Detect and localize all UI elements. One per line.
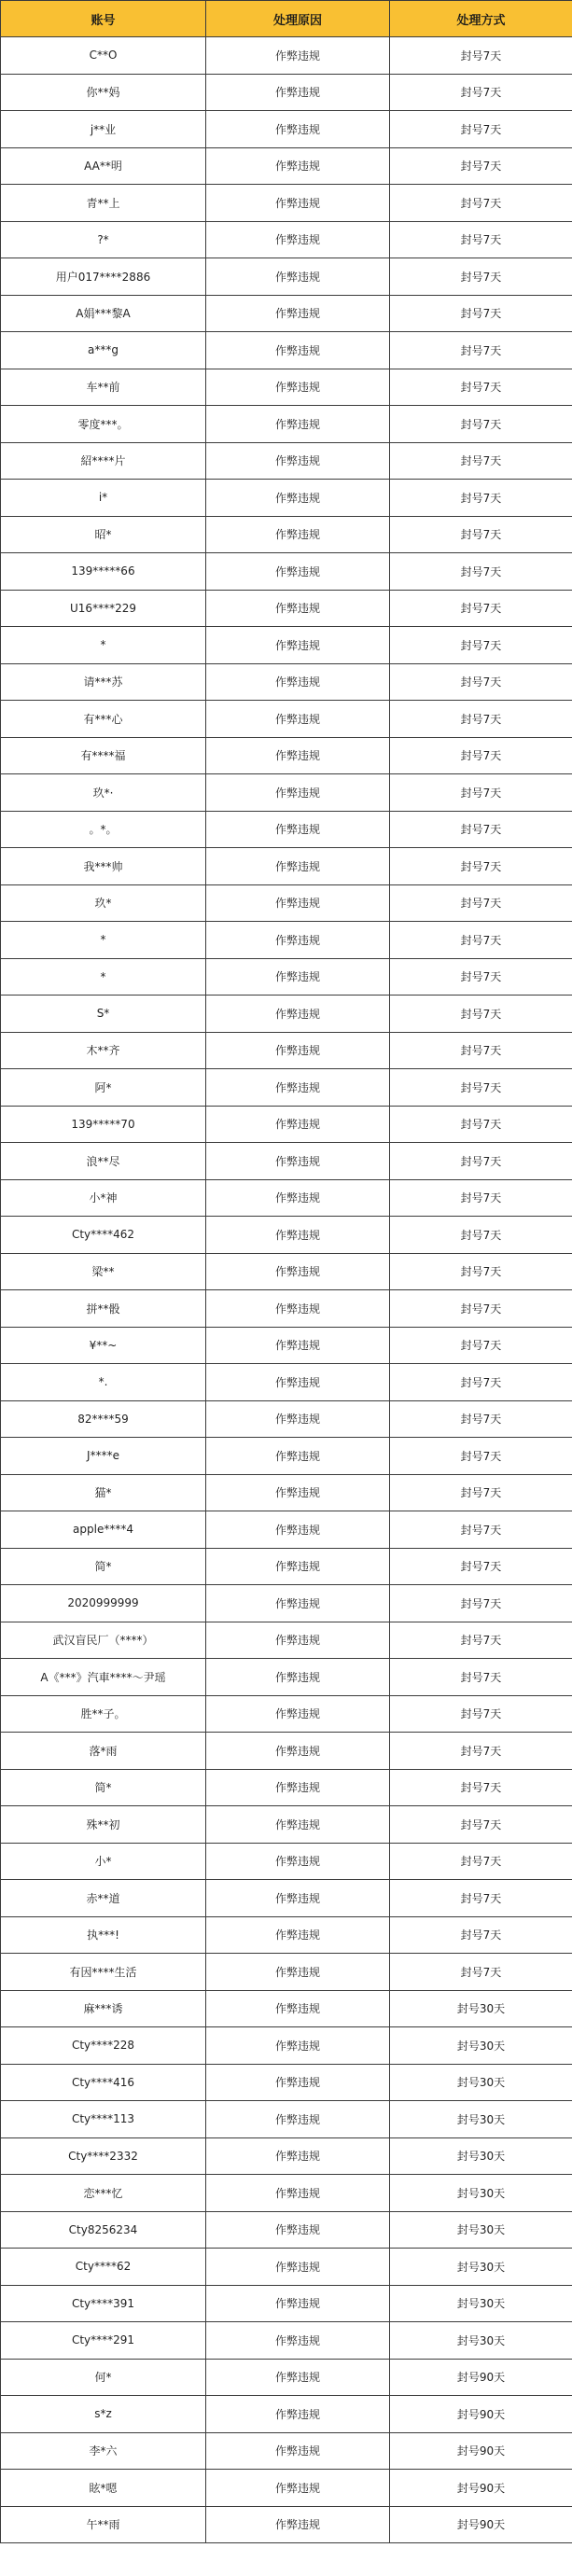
cell-account: Cty****291 bbox=[1, 2322, 206, 2360]
cell-account: Cty****416 bbox=[1, 2064, 206, 2101]
cell-reason: 作弊违规 bbox=[206, 2137, 390, 2175]
cell-action: 封号7天 bbox=[390, 1290, 572, 1328]
table-row bbox=[1, 1217, 572, 1254]
cell-action: 封号7天 bbox=[390, 848, 572, 885]
table-row bbox=[1, 295, 572, 332]
cell-account: 请***苏 bbox=[1, 663, 206, 701]
cell-action: 封号7天 bbox=[390, 627, 572, 664]
cell-reason: 作弊违规 bbox=[206, 1179, 390, 1217]
cell-action: 封号7天 bbox=[390, 147, 572, 185]
cell-action: 封号7天 bbox=[390, 1622, 572, 1659]
cell-account: 小* bbox=[1, 1843, 206, 1880]
cell-account: Cty****228 bbox=[1, 2027, 206, 2065]
cell-reason: 作弊违规 bbox=[206, 221, 390, 258]
cell-account: 李*六 bbox=[1, 2432, 206, 2470]
table-row bbox=[1, 884, 572, 922]
cell-reason: 作弊违规 bbox=[206, 1032, 390, 1069]
cell-action: 封号7天 bbox=[390, 1769, 572, 1806]
cell-reason: 作弊违规 bbox=[206, 1290, 390, 1328]
table-row bbox=[1, 1106, 572, 1143]
table-row bbox=[1, 1880, 572, 1917]
cell-account: 。*。 bbox=[1, 811, 206, 848]
cell-action: 封号7天 bbox=[390, 406, 572, 443]
cell-reason: 作弊违规 bbox=[206, 2322, 390, 2360]
cell-account: 何* bbox=[1, 2359, 206, 2396]
table-row bbox=[1, 442, 572, 480]
cell-reason: 作弊违规 bbox=[206, 774, 390, 812]
cell-action: 封号7天 bbox=[390, 1217, 572, 1254]
cell-account: 执***! bbox=[1, 1916, 206, 1954]
cell-account: 小*神 bbox=[1, 1179, 206, 1217]
cell-action: 封号7天 bbox=[390, 996, 572, 1033]
cell-reason: 作弊违规 bbox=[206, 1622, 390, 1659]
table-row bbox=[1, 958, 572, 996]
cell-account: s*z bbox=[1, 2396, 206, 2433]
cell-reason: 作弊违规 bbox=[206, 258, 390, 296]
cell-action: 封号30天 bbox=[390, 2211, 572, 2249]
cell-action: 封号7天 bbox=[390, 1438, 572, 1475]
cell-action: 封号7天 bbox=[390, 258, 572, 296]
cell-reason: 作弊违规 bbox=[206, 2249, 390, 2286]
table-row bbox=[1, 2396, 572, 2433]
cell-reason: 作弊违规 bbox=[206, 553, 390, 591]
cell-reason: 作弊违规 bbox=[206, 1843, 390, 1880]
cell-account: * bbox=[1, 958, 206, 996]
cell-account: C**O bbox=[1, 37, 206, 75]
table-row bbox=[1, 516, 572, 553]
cell-account: 木**齐 bbox=[1, 1032, 206, 1069]
header-action: 处理方式 bbox=[390, 1, 572, 37]
table-row bbox=[1, 2285, 572, 2322]
cell-reason: 作弊违规 bbox=[206, 1548, 390, 1585]
table-row bbox=[1, 1659, 572, 1696]
table-row bbox=[1, 406, 572, 443]
cell-account: 浪**尽 bbox=[1, 1143, 206, 1180]
cell-account: 落*雨 bbox=[1, 1733, 206, 1770]
cell-reason: 作弊违规 bbox=[206, 1585, 390, 1622]
header-account: 账号 bbox=[1, 1, 206, 37]
cell-action: 封号7天 bbox=[390, 1511, 572, 1549]
cell-account: Cty8256234 bbox=[1, 2211, 206, 2249]
table-row bbox=[1, 1548, 572, 1585]
table-row bbox=[1, 811, 572, 848]
cell-action: 封号7天 bbox=[390, 1806, 572, 1844]
table-row bbox=[1, 1733, 572, 1770]
cell-reason: 作弊违规 bbox=[206, 1695, 390, 1733]
cell-action: 封号7天 bbox=[390, 884, 572, 922]
cell-reason: 作弊违规 bbox=[206, 1143, 390, 1180]
cell-account: 阿* bbox=[1, 1069, 206, 1107]
cell-account: 胜**子。 bbox=[1, 1695, 206, 1733]
cell-action: 封号7天 bbox=[390, 1032, 572, 1069]
table-row bbox=[1, 1179, 572, 1217]
table-row bbox=[1, 2359, 572, 2396]
table-row bbox=[1, 1253, 572, 1290]
cell-action: 封号30天 bbox=[390, 1990, 572, 2027]
cell-account: 拼**骰 bbox=[1, 1290, 206, 1328]
cell-reason: 作弊违规 bbox=[206, 1253, 390, 1290]
cell-account: apple****4 bbox=[1, 1511, 206, 1549]
cell-action: 封号7天 bbox=[390, 1106, 572, 1143]
cell-reason: 作弊违规 bbox=[206, 848, 390, 885]
cell-action: 封号7天 bbox=[390, 1364, 572, 1401]
cell-account: 你**妈 bbox=[1, 74, 206, 111]
table-row bbox=[1, 2322, 572, 2360]
table-row bbox=[1, 1438, 572, 1475]
table-row bbox=[1, 74, 572, 111]
cell-account: Cty****462 bbox=[1, 1217, 206, 1254]
cell-reason: 作弊违规 bbox=[206, 1806, 390, 1844]
cell-reason: 作弊违规 bbox=[206, 1217, 390, 1254]
table-row bbox=[1, 185, 572, 222]
cell-action: 封号7天 bbox=[390, 516, 572, 553]
cell-action: 封号30天 bbox=[390, 2249, 572, 2286]
table-row bbox=[1, 1400, 572, 1438]
cell-action: 封号90天 bbox=[390, 2506, 572, 2543]
cell-reason: 作弊违规 bbox=[206, 2211, 390, 2249]
cell-action: 封号7天 bbox=[390, 1327, 572, 1364]
cell-account: 有***心 bbox=[1, 701, 206, 738]
cell-account: 玖*· bbox=[1, 774, 206, 812]
cell-action: 封号7天 bbox=[390, 480, 572, 517]
cell-account: Cty****62 bbox=[1, 2249, 206, 2286]
table-row bbox=[1, 1511, 572, 1549]
table-row bbox=[1, 1585, 572, 1622]
cell-account: 简* bbox=[1, 1769, 206, 1806]
cell-action: 封号7天 bbox=[390, 553, 572, 591]
table-row bbox=[1, 1069, 572, 1107]
table-row bbox=[1, 701, 572, 738]
table-row bbox=[1, 37, 572, 75]
cell-account: 用户017****2886 bbox=[1, 258, 206, 296]
table-row bbox=[1, 590, 572, 627]
table-row bbox=[1, 221, 572, 258]
table-row bbox=[1, 1143, 572, 1180]
cell-account: U16****229 bbox=[1, 590, 206, 627]
table-row bbox=[1, 774, 572, 812]
cell-reason: 作弊违规 bbox=[206, 2506, 390, 2543]
cell-account: Cty****2332 bbox=[1, 2137, 206, 2175]
table-row bbox=[1, 663, 572, 701]
cell-reason: 作弊违规 bbox=[206, 2285, 390, 2322]
cell-reason: 作弊违规 bbox=[206, 2064, 390, 2101]
cell-reason: 作弊违规 bbox=[206, 2396, 390, 2433]
cell-action: 封号30天 bbox=[390, 2064, 572, 2101]
cell-action: 封号7天 bbox=[390, 774, 572, 812]
cell-reason: 作弊违规 bbox=[206, 147, 390, 185]
cell-reason: 作弊违规 bbox=[206, 2470, 390, 2507]
cell-action: 封号30天 bbox=[390, 2027, 572, 2065]
cell-reason: 作弊违规 bbox=[206, 442, 390, 480]
table-row bbox=[1, 2211, 572, 2249]
table-row bbox=[1, 1990, 572, 2027]
cell-account: j**业 bbox=[1, 111, 206, 148]
table-row bbox=[1, 2064, 572, 2101]
table-row bbox=[1, 2101, 572, 2138]
table-row bbox=[1, 1032, 572, 1069]
cell-action: 封号7天 bbox=[390, 185, 572, 222]
cell-action: 封号7天 bbox=[390, 1733, 572, 1770]
cell-action: 封号30天 bbox=[390, 2322, 572, 2360]
cell-account: 有因****生活 bbox=[1, 1954, 206, 1991]
cell-action: 封号7天 bbox=[390, 1548, 572, 1585]
header-reason: 处理原因 bbox=[206, 1, 390, 37]
cell-reason: 作弊违规 bbox=[206, 701, 390, 738]
table-row bbox=[1, 2027, 572, 2065]
cell-action: 封号30天 bbox=[390, 2175, 572, 2212]
cell-account: ¥**~ bbox=[1, 1327, 206, 1364]
cell-action: 封号7天 bbox=[390, 590, 572, 627]
table-row bbox=[1, 1695, 572, 1733]
cell-reason: 作弊违规 bbox=[206, 1954, 390, 1991]
cell-reason: 作弊违规 bbox=[206, 958, 390, 996]
cell-account: 猫* bbox=[1, 1474, 206, 1511]
table-body bbox=[1, 37, 572, 2543]
cell-account: 简* bbox=[1, 1548, 206, 1585]
cell-reason: 作弊违规 bbox=[206, 590, 390, 627]
cell-action: 封号7天 bbox=[390, 111, 572, 148]
cell-reason: 作弊违规 bbox=[206, 2101, 390, 2138]
table-row bbox=[1, 480, 572, 517]
cell-account: 昭* bbox=[1, 516, 206, 553]
cell-account: 武汉盲民厂（****） bbox=[1, 1622, 206, 1659]
cell-reason: 作弊违规 bbox=[206, 737, 390, 774]
cell-reason: 作弊违规 bbox=[206, 1069, 390, 1107]
cell-reason: 作弊违规 bbox=[206, 1916, 390, 1954]
cell-reason: 作弊违规 bbox=[206, 1400, 390, 1438]
cell-action: 封号7天 bbox=[390, 442, 572, 480]
cell-reason: 作弊违规 bbox=[206, 811, 390, 848]
cell-account: 车**前 bbox=[1, 369, 206, 406]
cell-reason: 作弊违规 bbox=[206, 332, 390, 369]
table-row bbox=[1, 2470, 572, 2507]
cell-account: * bbox=[1, 922, 206, 959]
cell-reason: 作弊违规 bbox=[206, 369, 390, 406]
table-row bbox=[1, 848, 572, 885]
cell-account: Cty****391 bbox=[1, 2285, 206, 2322]
cell-action: 封号7天 bbox=[390, 701, 572, 738]
cell-action: 封号7天 bbox=[390, 922, 572, 959]
cell-reason: 作弊违规 bbox=[206, 1990, 390, 2027]
cell-action: 封号7天 bbox=[390, 811, 572, 848]
cell-reason: 作弊违规 bbox=[206, 1327, 390, 1364]
cell-account: AA**明 bbox=[1, 147, 206, 185]
cell-reason: 作弊违规 bbox=[206, 1769, 390, 1806]
header-row bbox=[1, 1, 572, 37]
cell-account: S* bbox=[1, 996, 206, 1033]
cell-reason: 作弊违规 bbox=[206, 1880, 390, 1917]
cell-action: 封号7天 bbox=[390, 1659, 572, 1696]
cell-action: 封号7天 bbox=[390, 1843, 572, 1880]
cell-account: Cty****113 bbox=[1, 2101, 206, 2138]
cell-account: 玖* bbox=[1, 884, 206, 922]
cell-reason: 作弊违规 bbox=[206, 37, 390, 75]
cell-action: 封号7天 bbox=[390, 663, 572, 701]
cell-reason: 作弊违规 bbox=[206, 516, 390, 553]
cell-action: 封号7天 bbox=[390, 1916, 572, 1954]
cell-reason: 作弊违规 bbox=[206, 111, 390, 148]
cell-account: 82****59 bbox=[1, 1400, 206, 1438]
cell-action: 封号7天 bbox=[390, 221, 572, 258]
cell-reason: 作弊违规 bbox=[206, 922, 390, 959]
cell-reason: 作弊违规 bbox=[206, 1659, 390, 1696]
cell-reason: 作弊违规 bbox=[206, 2175, 390, 2212]
cell-account: 梁** bbox=[1, 1253, 206, 1290]
cell-account: 眩*嗯 bbox=[1, 2470, 206, 2507]
cell-account: i* bbox=[1, 480, 206, 517]
cell-action: 封号90天 bbox=[390, 2396, 572, 2433]
table-row bbox=[1, 737, 572, 774]
cell-action: 封号7天 bbox=[390, 1143, 572, 1180]
table-row bbox=[1, 627, 572, 664]
cell-action: 封号7天 bbox=[390, 1253, 572, 1290]
cell-action: 封号30天 bbox=[390, 2101, 572, 2138]
cell-reason: 作弊违规 bbox=[206, 627, 390, 664]
cell-account: 麻***诱 bbox=[1, 1990, 206, 2027]
table-row bbox=[1, 2137, 572, 2175]
cell-account: A娟***黎A bbox=[1, 295, 206, 332]
cell-account: 零度***。 bbox=[1, 406, 206, 443]
cell-action: 封号7天 bbox=[390, 295, 572, 332]
cell-action: 封号30天 bbox=[390, 2285, 572, 2322]
cell-reason: 作弊违规 bbox=[206, 1106, 390, 1143]
cell-reason: 作弊违规 bbox=[206, 480, 390, 517]
cell-reason: 作弊违规 bbox=[206, 185, 390, 222]
cell-reason: 作弊违规 bbox=[206, 2027, 390, 2065]
cell-action: 封号7天 bbox=[390, 332, 572, 369]
table-row bbox=[1, 111, 572, 148]
table-row bbox=[1, 1327, 572, 1364]
table-row bbox=[1, 369, 572, 406]
cell-action: 封号90天 bbox=[390, 2359, 572, 2396]
cell-action: 封号90天 bbox=[390, 2432, 572, 2470]
cell-action: 封号7天 bbox=[390, 1069, 572, 1107]
cell-reason: 作弊违规 bbox=[206, 2359, 390, 2396]
cell-account: * bbox=[1, 627, 206, 664]
cell-account: 恋***忆 bbox=[1, 2175, 206, 2212]
cell-reason: 作弊违规 bbox=[206, 1733, 390, 1770]
cell-action: 封号7天 bbox=[390, 958, 572, 996]
cell-action: 封号7天 bbox=[390, 1954, 572, 1991]
table-row bbox=[1, 2175, 572, 2212]
cell-action: 封号90天 bbox=[390, 2470, 572, 2507]
cell-action: 封号7天 bbox=[390, 737, 572, 774]
cell-reason: 作弊违规 bbox=[206, 663, 390, 701]
cell-account: ?* bbox=[1, 221, 206, 258]
table-row bbox=[1, 2432, 572, 2470]
cell-reason: 作弊违规 bbox=[206, 1438, 390, 1475]
table-row bbox=[1, 553, 572, 591]
cell-action: 封号7天 bbox=[390, 1179, 572, 1217]
cell-account: a***g bbox=[1, 332, 206, 369]
cell-action: 封号7天 bbox=[390, 369, 572, 406]
cell-action: 封号7天 bbox=[390, 1880, 572, 1917]
table-row bbox=[1, 1843, 572, 1880]
table-row bbox=[1, 1806, 572, 1844]
cell-account: 青**上 bbox=[1, 185, 206, 222]
cell-reason: 作弊违规 bbox=[206, 406, 390, 443]
table-row bbox=[1, 147, 572, 185]
cell-account: 殊**初 bbox=[1, 1806, 206, 1844]
table-row bbox=[1, 922, 572, 959]
cell-action: 封号30天 bbox=[390, 2137, 572, 2175]
cell-reason: 作弊违规 bbox=[206, 1511, 390, 1549]
cell-reason: 作弊违规 bbox=[206, 295, 390, 332]
cell-action: 封号7天 bbox=[390, 1474, 572, 1511]
table-row bbox=[1, 996, 572, 1033]
table-row bbox=[1, 332, 572, 369]
cell-action: 封号7天 bbox=[390, 37, 572, 75]
cell-reason: 作弊违规 bbox=[206, 1364, 390, 1401]
cell-action: 封号7天 bbox=[390, 74, 572, 111]
cell-reason: 作弊违规 bbox=[206, 1474, 390, 1511]
cell-account: 有****福 bbox=[1, 737, 206, 774]
cell-reason: 作弊违规 bbox=[206, 2432, 390, 2470]
cell-account: 139*****70 bbox=[1, 1106, 206, 1143]
cell-action: 封号7天 bbox=[390, 1400, 572, 1438]
table-row bbox=[1, 1954, 572, 1991]
cell-account: 139*****66 bbox=[1, 553, 206, 591]
cell-account: 赤**道 bbox=[1, 1880, 206, 1917]
cell-reason: 作弊违规 bbox=[206, 884, 390, 922]
cell-action: 封号7天 bbox=[390, 1585, 572, 1622]
table-row bbox=[1, 1364, 572, 1401]
table-row bbox=[1, 1769, 572, 1806]
cell-action: 封号7天 bbox=[390, 1695, 572, 1733]
cell-account: A《***》汽車****～尹瑶 bbox=[1, 1659, 206, 1696]
cell-account: 午**雨 bbox=[1, 2506, 206, 2543]
cell-reason: 作弊违规 bbox=[206, 996, 390, 1033]
table-row bbox=[1, 1622, 572, 1659]
cell-account: 我***帅 bbox=[1, 848, 206, 885]
cell-account: J****e bbox=[1, 1438, 206, 1475]
table-row bbox=[1, 2506, 572, 2543]
table-header bbox=[1, 1, 572, 37]
table-row bbox=[1, 1290, 572, 1328]
table-row bbox=[1, 1474, 572, 1511]
cell-reason: 作弊违规 bbox=[206, 74, 390, 111]
cell-account: *. bbox=[1, 1364, 206, 1401]
cell-account: 2020999999 bbox=[1, 1585, 206, 1622]
table-row bbox=[1, 258, 572, 296]
cell-account: 紹****片 bbox=[1, 442, 206, 480]
table-row bbox=[1, 2249, 572, 2286]
table-row bbox=[1, 1916, 572, 1954]
